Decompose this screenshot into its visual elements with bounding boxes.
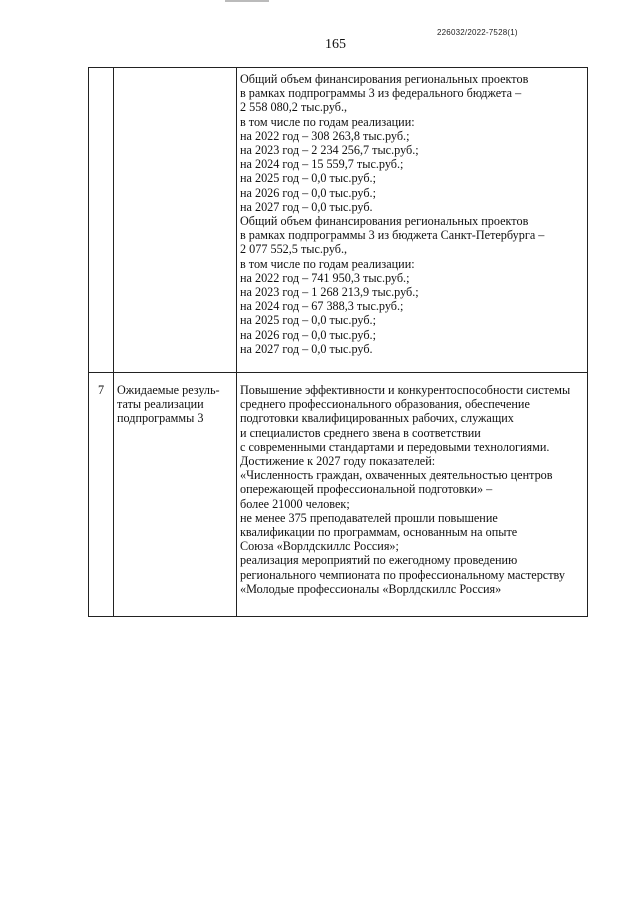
text-line: на 2022 год – 741 950,3 тыс.руб.; (240, 270, 410, 285)
text-line: в рамках подпрограммы 3 из бюджета Санкт-Петербурга – (240, 228, 545, 243)
text-line: с современными стандартами и передовыми технологиями. (240, 439, 550, 454)
row-number: 7 (97, 383, 105, 397)
row-label-line: подпрограммы 3 (117, 411, 204, 426)
text-line: опережающей профессиональной подготовки» – (240, 482, 493, 497)
text-line: Общий объем финансирования региональных проектов (240, 214, 529, 229)
text-line: в том числе по годам реализации: (240, 256, 415, 271)
text-line: на 2026 год – 0,0 тыс.руб.; (240, 185, 376, 200)
text-line: не менее 375 преподавателей прошли повышение (240, 510, 498, 525)
text-line: на 2027 год – 0,0 тыс.руб. (240, 199, 373, 214)
funding-details-cell (237, 68, 588, 373)
text-line: «Молодые профессионалы «Ворлдскиллс Россия» (240, 581, 502, 596)
scan-artifact (225, 0, 269, 2)
text-line: на 2025 год – 0,0 тыс.руб.; (240, 171, 376, 186)
text-line: на 2027 год – 0,0 тыс.руб. (240, 341, 373, 356)
text-line: в рамках подпрограммы 3 из федерального бюджета – (240, 86, 522, 101)
text-line: Общий объем финансирования региональных проектов (240, 72, 529, 86)
text-line: регионального чемпионата по профессиональному мастерству (240, 567, 565, 582)
table-row-continuation (89, 68, 588, 373)
text-line: квалификации по программам, основанным на опыте (240, 525, 518, 540)
row-label-line: Ожидаемые резуль- (117, 383, 220, 397)
text-line: на 2022 год – 308 263,8 тыс.руб.; (240, 128, 410, 143)
text-line: Достижение к 2027 году показателей: (240, 454, 436, 469)
text-line: реализация мероприятий по ежегодному проведению (240, 553, 518, 568)
expected-results-cell (237, 373, 588, 617)
text-line: на 2023 год – 2 234 256,7 тыс.руб.; (240, 143, 419, 158)
text-line: более 21000 человек; (240, 496, 350, 511)
text-line: 2 558 080,2 тыс.руб., (240, 100, 348, 115)
document-id: 226032/2022-7528(1) (437, 28, 518, 37)
text-line: в том числе по годам реализации: (240, 114, 415, 129)
text-line: на 2026 год – 0,0 тыс.руб.; (240, 327, 376, 342)
row-number-cell (89, 68, 114, 373)
text-line: Повышение эффективности и конкурентоспособности системы (240, 383, 571, 397)
text-line: на 2024 год – 15 559,7 тыс.руб.; (240, 157, 404, 172)
text-line: «Численность граждан, охваченных деятельностью центров (240, 468, 553, 483)
page-number: 165 (325, 37, 346, 52)
text-line: подготовки квалифицированных рабочих, служащих (240, 411, 514, 426)
row-label-line: таты реализации (117, 397, 204, 412)
row-number-cell (89, 373, 114, 617)
text-line: и специалистов среднего звена в соответствии (240, 425, 481, 440)
text-line: на 2023 год – 1 268 213,9 тыс.руб.; (240, 285, 419, 300)
text-line: на 2025 год – 0,0 тыс.руб.; (240, 313, 376, 328)
table-row-7 (89, 373, 588, 617)
row-label-cell (114, 373, 237, 617)
text-line: на 2024 год – 67 388,3 тыс.руб.; (240, 299, 404, 314)
text-line: среднего профессионального образования, обеспечение (240, 397, 530, 412)
row-label-cell (114, 68, 237, 373)
program-table (88, 67, 588, 617)
text-line: 2 077 552,5 тыс.руб., (240, 242, 348, 257)
text-line: Союза «Ворлдскиллс Россия»; (240, 539, 399, 554)
